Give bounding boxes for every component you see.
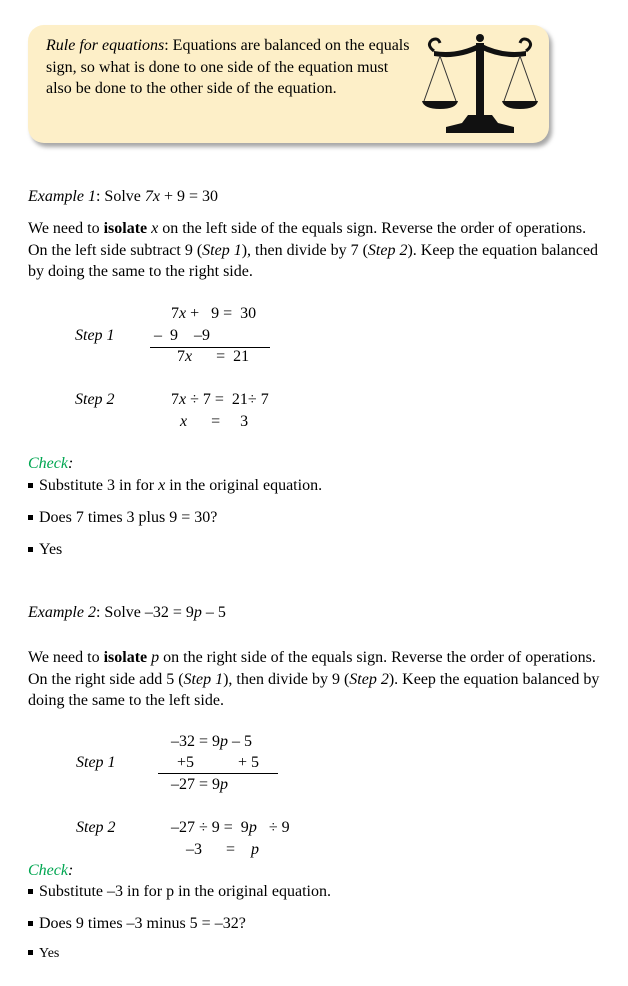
step-ref: Step 1 [183,670,224,688]
text: ÷ 7 = 21÷ 7 [186,391,269,408]
step-ref: Step 2 [367,241,408,259]
step-label: Step 1 [76,754,116,771]
example2-step1-label [76,754,116,772]
rule-label: Rule for equations [46,37,165,54]
example1-eq-var: x [152,188,160,205]
example1-step1-label [75,327,115,345]
text: Substitute 3 in for [39,477,159,494]
example1-bullet-3 [28,541,62,559]
example2-step1-line3 [171,776,228,794]
example2-step1-line2: +5 + 5 [177,754,260,771]
text: We need to [28,220,104,237]
text: –27 = 9 [171,776,221,793]
variable: x [180,413,188,430]
text: ), then divide by 9 ( [223,670,350,688]
colon: : [67,455,74,472]
example2-heading [28,604,226,622]
example2-check-heading [28,862,73,880]
example1-check-heading [28,455,73,473]
rule-callout [28,25,549,143]
text: Yes [39,946,60,961]
example1-bullet-2 [28,509,217,527]
example1-prompt: : Solve [95,188,145,205]
variable: p [220,733,229,750]
example1-heading [28,188,218,206]
balance-scale-icon [420,29,540,137]
example1-description [28,218,608,283]
text: –27 ÷ 9 = 9 [171,819,249,836]
variable: x [179,305,187,322]
variable: p [251,841,260,858]
rule-body: : Equations are balanced on the equals sign, so what is done to one side of the equation must also be done to the other side of the equation. [46,37,410,97]
text: ). Keep the equation balanced by doing the same to the left side. [28,670,600,709]
variable: x [158,477,166,494]
text: Yes [39,541,63,558]
num: 7 [171,391,179,408]
example2-bullet-2 [28,915,246,933]
variable: x [179,391,187,408]
example2-bullet-3 [28,946,59,962]
step-ref: Step 1 [202,241,242,259]
example1-eq-rest: + 9 = 30 [159,188,219,205]
check-label: Check [28,862,68,879]
example1-step1-line1 [171,305,256,323]
check-label: Check [28,455,68,472]
example1-eq-coef: 7 [144,188,153,205]
text: – 5 [228,733,253,750]
example1-step2-line1 [171,391,269,409]
example1-bullet-1 [28,477,322,495]
text: –32 = 9 [171,733,221,750]
variable: x [185,348,193,365]
text: = 21 [192,348,250,365]
example2-step2-line1 [171,819,290,837]
text: Does 7 times 3 plus 9 = 30? [39,509,218,526]
rule-text [46,35,416,100]
example2-description [28,647,608,712]
text: ). Keep the equation balanced by doing the same to the right side. [28,241,599,280]
variable: p [220,776,229,793]
num: 7 [171,305,179,322]
example2-eq-var: p [193,604,202,621]
text: in the original equation. [165,477,323,494]
example2-step1-rule [158,773,278,774]
text: Substitute –3 in for p in the original equation. [39,883,331,900]
text: = 3 [187,413,249,430]
bold-text: isolate [103,649,148,666]
text: on the left side of the equals sign. Reverse the order of operations. On the left side subtract 9 ( [28,220,587,259]
num: 7 [177,348,185,365]
example1-step1-line2: – 9 –9 [154,327,210,344]
text: –3 = [186,841,252,858]
example2-step1-line1 [171,733,252,751]
text: on the right side of the equals sign. Reverse the order of operations. On the right side add 5 ( [28,649,596,688]
step-label: Step 1 [75,327,115,344]
example1-label: Example 1 [28,188,96,205]
example2-eq-rest: – 5 [201,604,226,621]
variable: p [248,819,257,836]
example2-bullet-1 [28,883,331,901]
text: ÷ 9 [256,819,290,836]
colon: : [67,862,74,879]
bold-text: isolate [103,220,148,237]
step-ref: Step 2 [349,670,389,688]
step-label: Step 2 [75,391,115,408]
text: + 9 = 30 [186,305,257,322]
text: Does 9 times –3 minus 5 = –32? [39,915,246,932]
example1-step2-label [75,391,115,409]
variable: x [151,220,159,237]
example1-step1-line3 [177,348,249,366]
variable: p [151,649,160,666]
example1-step2-line2 [180,413,248,431]
example2-prompt: : Solve –32 = 9 [95,604,194,621]
example2-step2-line2 [186,841,259,859]
step-label: Step 2 [76,819,116,836]
example2-step2-label [76,819,116,837]
text: ), then divide by 7 ( [241,241,368,259]
text: We need to [28,649,104,666]
example2-label: Example 2 [28,604,96,621]
